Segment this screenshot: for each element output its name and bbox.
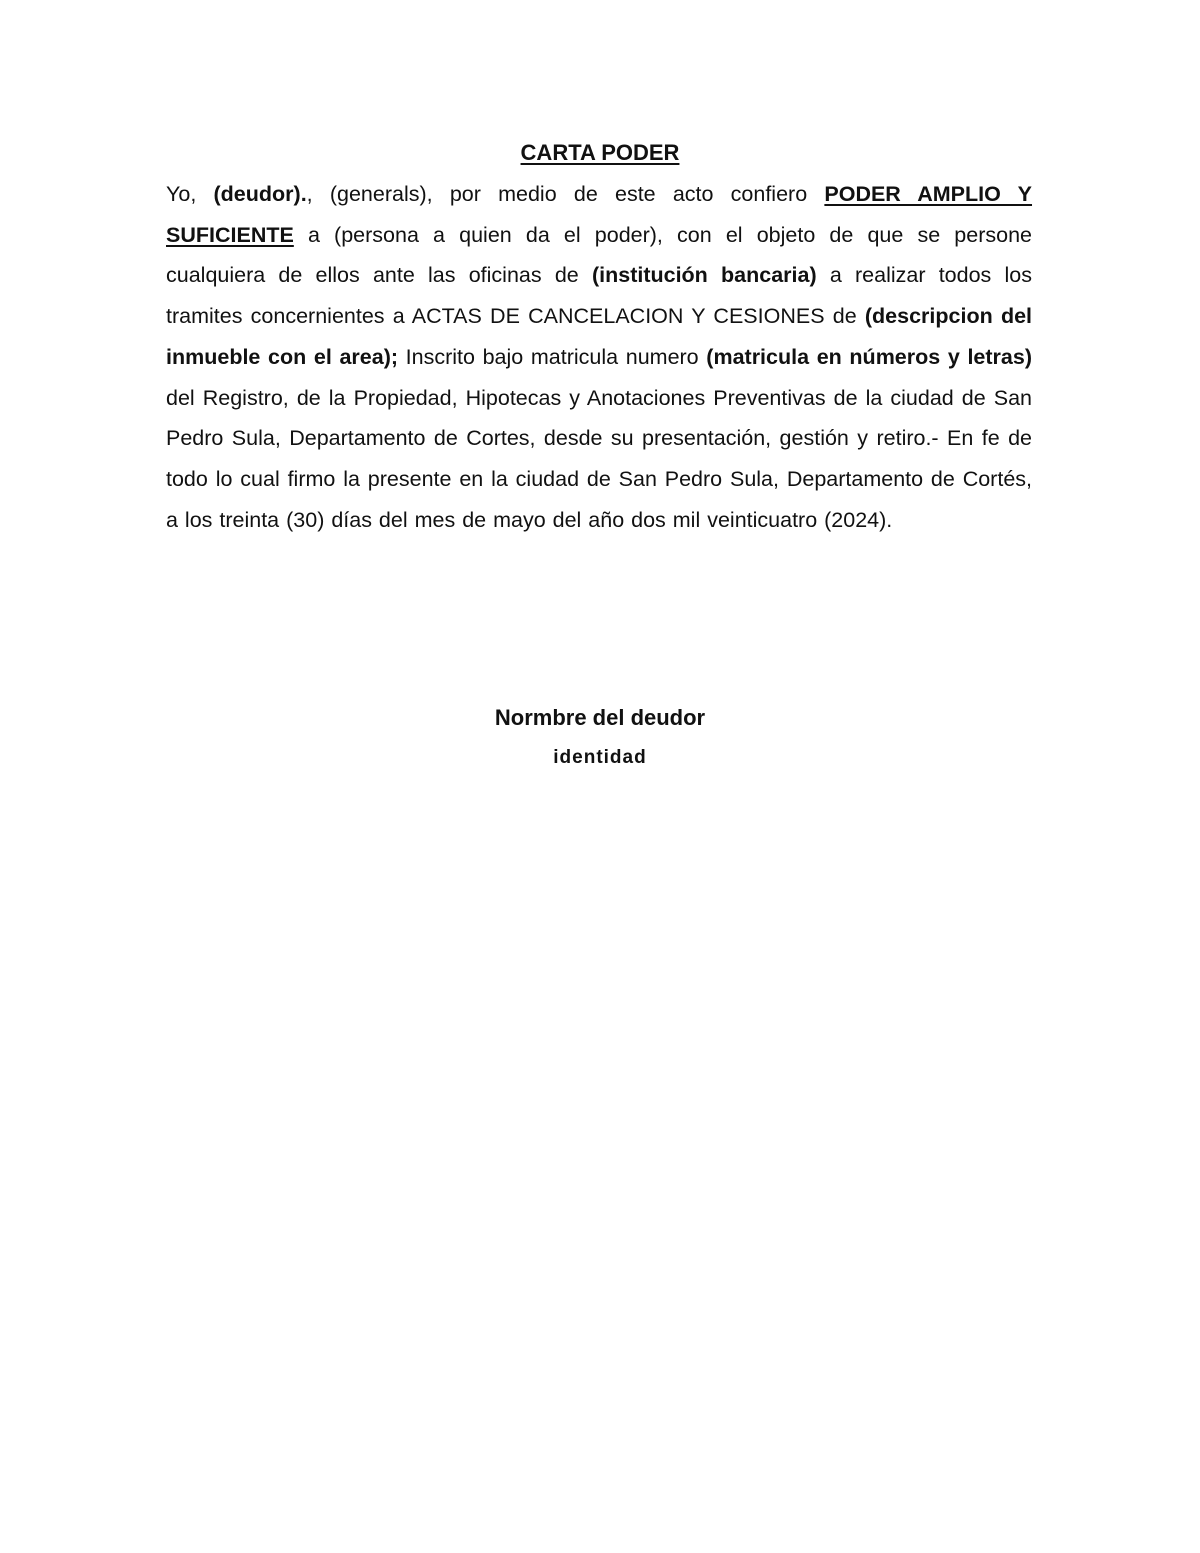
paragraph-segment-2: , (generals), por medio de este acto confiero [306,182,825,206]
paragraph-segment-3: PODER AMPLIO Y SUFICIENTE [166,182,1033,247]
paragraph-segment-10: del Registro, de la Propiedad, Hipotecas y Anotaciones Preventivas de la ciudad de San Pedro Sula, Departamento de Cortes, desde su presentación, gestión y retiro.- En fe de todo lo cual firmo la presente en la ciudad de San Pedro Sula, Departamento de Cortés, a los treinta (30) días del mes de mayo del año dos mil veinticuatro (2024). [166,385,1032,532]
document-title-text: CARTA PODER [520,140,680,165]
paragraph-segment-4: a (persona a quien da el poder), con el objeto de que se persone cualquiera de ellos ante las oficinas de [166,222,1032,288]
paragraph-segment-8: Inscrito bajo matricula numero [398,344,707,369]
paragraph-segment-5: (institución bancaria) [591,263,817,288]
paragraph-segment-7: (descripcion del inmueble con el area); [166,304,1033,369]
paragraph-segment-6: a realizar todos los tramites concernientes a ACTAS DE CANCELACION Y CESIONES de [166,263,1032,329]
signature-id-label: identidad [553,747,647,768]
paragraph-segment-9: (matricula en números y letras) [706,344,1032,369]
document-title [0,137,1200,169]
signature-name: Normbre del deudor [494,705,706,730]
body-paragraph [166,174,1032,540]
paragraph-segment-0: Yo, [166,182,214,206]
paragraph-segment-1: (deudor). [213,182,307,206]
